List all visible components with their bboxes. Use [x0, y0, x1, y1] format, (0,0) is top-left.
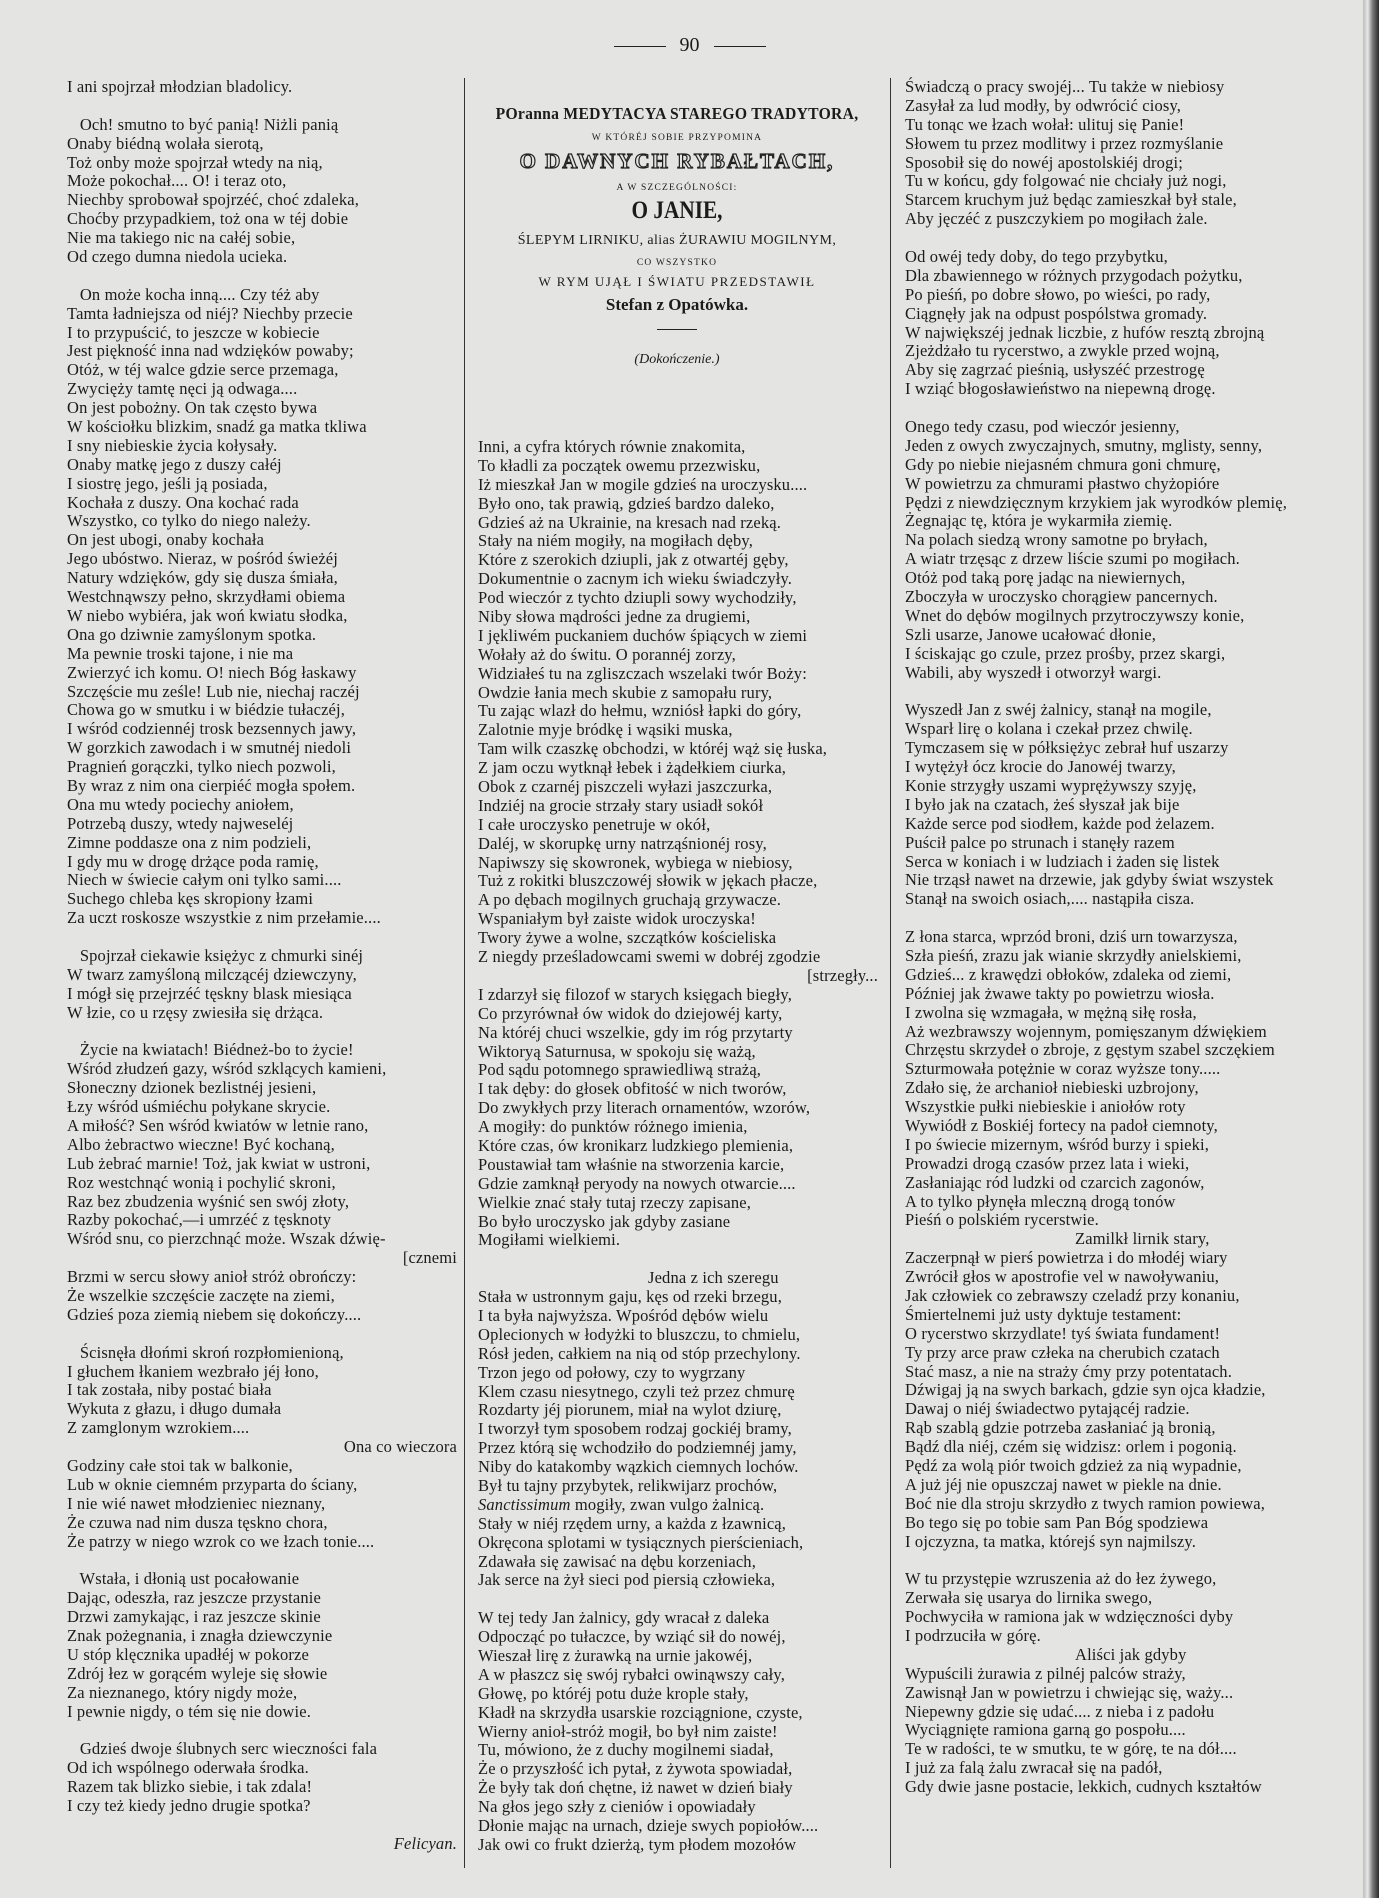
poem-line: Kochała z duszy. Ona kochać rada — [67, 492, 299, 512]
poem-line: Rąb szablą gdzie potrzeba zasłaniać ją bronią, — [905, 1418, 1216, 1438]
page-number — [0, 34, 1379, 57]
poem-line — [905, 909, 1355, 928]
poem-line: Owdzie łania mech skubie z samopału rury, — [478, 682, 773, 702]
poem-line: Z łona starca, wprzód broni, dziś urn towarzysza, — [905, 927, 1238, 947]
poem-line: Razem tak blizko siebie, i tak zdala! — [67, 1777, 313, 1797]
poem-line — [67, 928, 457, 947]
poem-line: I ani spojrzał młodzian bladolicy. — [67, 77, 293, 96]
poem-line: Puścił palce po strunach i stanęły razem — [905, 832, 1175, 852]
poem-line: Ona go dziwnie zamyślonym spotka. — [67, 624, 317, 644]
poem-line: W tu przystępie wzruszenia aż do łez żywego, — [905, 1569, 1217, 1589]
poem-line — [478, 1250, 878, 1269]
poem-line: By wraz z nim ona cierpiéć mogła społem. — [67, 775, 356, 795]
poem-line: Wyszedł Jan z swéj żalnicy, stanął na mogile, — [905, 700, 1212, 720]
poem-line: Jak serce na żył sieci pod piersią człowieka, — [478, 1570, 776, 1590]
poem-line — [905, 399, 1355, 418]
poem-line: Wśród snu, co pierzchnąć może. Wszak dźwię- — [67, 1229, 386, 1249]
poem-line: Suchego chleba kęs skropiony łzami — [67, 889, 314, 909]
poem-line: Roz westchnąć wonią i pochylić skroni, — [67, 1172, 336, 1192]
poem-line: I czy też kiedy jedno drugie spotka? — [67, 1796, 311, 1816]
poem-line: Pędź za wolą piór twoich gdzież za nią wypadnie, — [905, 1456, 1242, 1476]
poem-line — [905, 1551, 1355, 1570]
poem-line: Toż onby może spojrzał wtedy na nią, — [67, 152, 323, 172]
poem-line: Bo tego się po tobie sam Pan Bóg spodziewa — [905, 1512, 1209, 1532]
poem-line: W niebo wybiéra, jak woń kwiatu słodka, — [67, 605, 348, 625]
poem-line: Zerwała się usarya do lirnika swego, — [905, 1588, 1153, 1608]
poem-line: Na któréj chuci wszelkie, gdy im róg przytarty — [478, 1022, 793, 1042]
poem-line: Pochwyciła w ramiona jak w wdzięczności dyby — [905, 1607, 1234, 1627]
poem-line: Onaby biédną wolała sierotą, — [67, 133, 264, 153]
article-author: Stefan z Opatówka. — [605, 295, 749, 314]
poem-line: Jedna z ich szeregu — [648, 1268, 779, 1288]
poem-line: Tu, mówiono, że z duchy mogilnemi siadał, — [478, 1740, 774, 1760]
poem-line: Że patrzy w niego wzrok co we łzach tonie.... — [67, 1531, 375, 1551]
poem-line: Zdawała się zawisać na dębu korzeniach, — [478, 1551, 756, 1571]
poem-line: Wabili, aby wyszedł i otworzył wargi. — [905, 662, 1162, 682]
poem-line — [905, 229, 1355, 248]
poem-line: Słowem tu przez modlitwy i przez rozmyślanie — [905, 133, 1224, 153]
poem-line: Jest piękność inna nad wdzięków powaby; — [67, 341, 354, 361]
poem-line: Okręcona splotami w tysiącznych pierścieniach, — [478, 1532, 804, 1552]
poem-line: Szła pieśń, zrazu jak wianie skrzydły anielskiemi, — [905, 945, 1242, 965]
poem-line: Zamilkł lirnik stary, — [1075, 1229, 1210, 1249]
poem-line: Z zamglonym wzrokiem.... — [67, 1418, 250, 1438]
poem-line: Był tu tajny przybytek, relikwijarz prochów, — [478, 1475, 778, 1495]
article-subtitle: A W SZCZEGÓLNOŚCI: — [616, 183, 738, 193]
poem-line: Wnet do dębów mogilnych przytroczywszy konie, — [905, 605, 1245, 625]
poem-line: Boć nie dla stroju skrzydło z twych ramion powiewa, — [905, 1493, 1266, 1513]
poem-line: Zawisnął Jan w powietrzu i chwiejąc się, waży... — [905, 1682, 1234, 1702]
poem-line: W kościołku blizkim, snadź ga matka tkliwa — [67, 417, 367, 437]
poem-line: Jak człowiek co zebrawszy czeladź przy konaniu, — [905, 1286, 1240, 1305]
column-divider — [890, 78, 891, 1868]
poem-line: Dźwigaj ją na swych barkach, gdzie syn ojca kładzie, — [905, 1380, 1266, 1400]
poem-line: W tej tedy Jan żalnicy, gdy wracał z daleka — [478, 1608, 770, 1628]
poem-line: Spojrzał ciekawie księżyc z chmurki sinéj — [67, 945, 364, 965]
poem-line: W powietrzu za chmurami płastwo chyżopióre — [905, 473, 1220, 493]
poem-line: Niepewny gdzie się udać.... z nieba i z padołu — [905, 1701, 1215, 1721]
poem-line: Indziéj na grocie strzały stary usiadł sokół — [478, 795, 764, 815]
poem-line: I tak dęby: do głosek obfitość w nich tworów, — [478, 1079, 787, 1099]
article-subtitle: W KTÓRÉJ SOBIE PRZYPOMINA — [591, 133, 763, 143]
poem-line: I siostrę jego, jeśli ją posiada, — [67, 473, 268, 493]
poem-line: Brzmi w sercu słowy anioł stróż obrończy: — [67, 1267, 357, 1287]
poem-line: Wołały aż do świtu. O porannéj zorzy, — [478, 644, 736, 664]
poem-line: Od czego dumna niedola ucieka. — [67, 247, 288, 267]
poem-line: Dłonie mając na urnach, dzieje swych popiołów.... — [478, 1816, 819, 1836]
poem-line: Tu zając wlazł do hełmu, wzniósł łapki do góry, — [478, 701, 802, 721]
poem-line: I nie wié nawet młodzieniec nieznany, — [67, 1493, 326, 1513]
poem-line: Zboczyła w uroczysko chorągiew pancernych. — [905, 587, 1218, 607]
poem-line: Stały na niém mogiły, na mogiłach dęby, — [478, 531, 753, 551]
poem-line: I wytężył ócz krocie do Janowéj twarzy, — [905, 757, 1176, 777]
poem-line: A w płaszcz się swój rybałci owinąwszy cały, — [478, 1664, 786, 1684]
poem-line: Niechby sprobował spojrzéć, choć zdaleka, — [67, 190, 360, 210]
poem-line: Bo było uroczysko jak gdyby zasiane — [478, 1211, 731, 1231]
poem-line: Łzy wśród uśmiéchu połykane skrycie. — [67, 1097, 331, 1117]
poem-line: Odpocząć po tułaczce, by wziąć sił do nowéj, — [478, 1627, 786, 1647]
poem-line: On jest pobożny. On tak często bywa — [67, 398, 318, 418]
poem-line: Od owéj tedy doby, do tego przybytku, — [905, 247, 1168, 267]
poem-line: Raz bez zbudzenia wyśnić sen swój złoty, — [67, 1191, 350, 1211]
poem-line: A to tylko płynęła mleczną drogą tonów — [905, 1191, 1176, 1211]
poem-line: Pragnień gorączki, tylko niech pozwoli, — [67, 757, 336, 777]
poem-line: Śmiertelnemi już usty dyktuje testament: — [905, 1304, 1182, 1324]
poem-line: Bądź dla niéj, czém się widzisz: orlem i pogonią. — [905, 1437, 1237, 1457]
poem-line: Wielkie znać stały tutaj rzeczy zapisane, — [478, 1192, 752, 1212]
poem-line: Starcem kruchym już będąc zamieszkał był stale, — [905, 190, 1237, 210]
poem-line: I sny niebieskie życia kołysały. — [67, 435, 278, 455]
poem-line: Pod sądu potomnego sprawiedliwą strażą, — [478, 1060, 762, 1080]
poem-line: Że wszelkie szczęście zaczęte na ziemi, — [67, 1286, 335, 1305]
poem-line: Aby się zagrzać pieśnią, usłyszéć przestrogę — [905, 360, 1205, 380]
poem-line: Świadczą o pracy swojéj... Tu także w niebiosy — [905, 77, 1225, 96]
poem-line: Niech w świecie całym oni tylko sami.... — [67, 870, 342, 890]
poem-line: Razby pokochać,—i umrzéć z tęsknoty — [67, 1210, 332, 1230]
poem-line: Zalotnie myje bródkę i wąsiki muska, — [478, 720, 733, 740]
poem-line: Na polach siedzą wrony samotne po bryłach, — [905, 530, 1208, 550]
poem-line: Że były tak doń chętne, iż nawet w dzień biały — [478, 1778, 793, 1798]
poem-line: Ciągnęły jak na odpust pospólstwa gromady. — [905, 303, 1208, 323]
poem-line: Stanął na swoich osiach,.... nastąpiła cisza. — [905, 889, 1195, 909]
poem-line: Jeden z owych zwyczajnych, smutny, mglisty, senny, — [905, 435, 1263, 455]
poem-line: Że czuwa nad nim dusza tęskno chora, — [67, 1512, 328, 1532]
poem-line: I było jak na czatach, żeś słyszał jak bije — [905, 794, 1180, 814]
poem-line: Chrzęstu skrzydeł o zbroje, z gęstym szabel szczękiem — [905, 1040, 1275, 1060]
poem-line: A już jéj nie opuszczaj nawet w piekle na dnie. — [905, 1474, 1222, 1494]
poem-line: Dokumentnie o zacnym ich wieku świadczyły. — [478, 569, 793, 589]
article-subtitle: ŚLEPYM LIRNIKU, alias ŻURAWIU MOGILNYM, — [517, 233, 837, 248]
adjacent-page-edge — [1363, 0, 1379, 1898]
poem-line: Było ono, tak prawią, gdzieś bardzo daleko, — [478, 493, 775, 513]
poem-line — [67, 1721, 457, 1740]
poem-line: Znak pożegnania, i znagła dziewczynie — [67, 1626, 333, 1646]
poem-line: Każde serce pod siodłem, każde pod żelazem. — [905, 813, 1215, 833]
poem-line: Stać masz, a nie na straży ćmy przy potentatach. — [905, 1361, 1232, 1381]
poem-line: Tam wilk czaszkę obchodzi, w któréj wąż się łuska, — [478, 739, 828, 759]
poem-line: I pewnie nigdy, o tém się nie dowie. — [67, 1701, 311, 1721]
poem-line: Stały w niéj rzędem urny, a każda z łzawnicą, — [478, 1513, 787, 1533]
poem-line: Głowę, po któréj potu duże krople stały, — [478, 1683, 749, 1703]
poem-line — [67, 1325, 457, 1344]
poem-line: Gdzieś poza ziemią niebem się dokończy.... — [67, 1304, 362, 1324]
poem-line — [67, 97, 457, 116]
rule — [714, 46, 766, 47]
poem-line: Wyciągnięte ramiona garną go pospołu.... — [905, 1720, 1186, 1740]
article-subtitle: CO WSZYSTKO — [636, 258, 718, 268]
poem-line: Widziałeś tu na zgliszczach wszelaki twór Boży: — [478, 663, 807, 683]
poem-line: Wśród złudzeń gazy, wśród szklących kamieni, — [67, 1059, 387, 1079]
poem-line: Lub żebrać marnie! Toż, jak kwiat w ustroni, — [67, 1153, 371, 1173]
poem-line: Tu w końcu, gdy folgować nie chciały już nogi, — [905, 171, 1227, 191]
poem-line: Aliści jak gdyby — [1075, 1644, 1187, 1664]
poem-line: I zdarzył się filozof w starych księgach biegły, — [478, 984, 793, 1004]
poem-line: Tymczasem się w półksiężyc zebrał huf uszarzy — [905, 738, 1229, 758]
continuation-note: (Dokończenie.) — [634, 352, 720, 367]
poem-line: Klem czasu niesytnego, czyli też przez chmurę — [478, 1381, 795, 1401]
poem-line: Tuż z rokitki bluszczowéj słowik w jękach płacze, — [478, 871, 818, 891]
poem-line: Zjeżdżało tu rycerstwo, a zwykle przed wojną, — [905, 341, 1220, 361]
poem-line: Gdzieś dwoje ślubnych serc wieczności fala — [67, 1739, 378, 1759]
poem-line: W największéj jednak liczbie, z hufów resztą zbrojną — [905, 322, 1265, 342]
poem-line: Szczęście mu ześle! Lub nie, niechaj raczéj — [67, 681, 360, 701]
poem-line: Pędzi z niewdzięcznym krzykiem jak wyrodków plemię, — [905, 492, 1287, 512]
poem-line: Aby jęczéć z puszczykiem po mogiłach żale. — [905, 209, 1208, 229]
poem-line: Że o przyszłość ich pytał, z żywota spowiadał, — [478, 1759, 793, 1779]
poem-line: A wiatr trzęsąc z drzew liście szumi po mogiłach. — [905, 549, 1240, 569]
poem-line: Wszystkie pułki niebieskie i aniołów roty — [905, 1097, 1186, 1117]
poem-line: Dawaj o niéj świadectwo pytającéj radzie. — [905, 1399, 1190, 1419]
poem-line: Pod wieczór z tychto dziupli sowy wychodziły, — [478, 588, 797, 608]
poem-line: On jest ubogi, onaby kochała — [67, 530, 265, 550]
poem-line: I po świecie mizernym, wśród burzy i spieki, — [905, 1134, 1209, 1154]
poem-line — [905, 683, 1355, 702]
poem-line: Twory żywe a wolne, szczątków kościeliska — [478, 928, 777, 948]
poem-line: Serca w koniach i w ludziach i żaden się listek — [905, 851, 1220, 871]
poem-line: Szli usarze, Janowe ucałować dłonie, — [905, 624, 1156, 644]
poem-line: Zimne poddasze ona z nim podzieli, — [67, 832, 312, 852]
poem-line: On może kocha inną.... Czy téż aby — [67, 284, 320, 304]
poem-line: Wieszał lirę z żurawką na urnie jakowéj, — [478, 1646, 753, 1665]
page-number-text: 90 — [679, 34, 700, 56]
poem-line: Wywiódł z Boskiéj fortecy na padoł ciemnoty, — [905, 1115, 1218, 1135]
poem-line: Wszystko, co tylko do niego należy. — [67, 511, 311, 531]
poem-line: Z niegdy prześladowcami swemi w dobréj zgodzie — [478, 947, 821, 967]
poem-line: Zaczerpnął w pierś powietrza i do młodéj wiary — [905, 1248, 1228, 1268]
poem-line: Obok z czarnéj piszczeli wyłazi jaszczurka, — [478, 777, 773, 797]
poem-line: I ta była najwyższa. Wpośród dębów wielu — [478, 1305, 769, 1325]
article-subject: O JANIE, — [631, 197, 723, 224]
poem-line: Niby słowa mądrości jedne za drugiemi, — [478, 607, 751, 627]
poem-line: I głuchem łkaniem wezbrało jéj łono, — [67, 1361, 319, 1381]
poem-line: Sanctissimum mogiły, zwan vulgo żalnicą. — [478, 1494, 765, 1514]
poem-line: I jękliwém puckaniem duchów śpiących w ziemi — [478, 625, 808, 645]
poem-line: Ona co wieczora — [343, 1437, 457, 1457]
poem-line — [67, 1023, 457, 1042]
middle-column-poem — [478, 438, 878, 1855]
poem-line: Wykuta z głazu, i długo dumała — [67, 1399, 282, 1419]
poem-line: Aż wezbrawszy wojennym, pomięszanym dźwiękiem — [905, 1021, 1267, 1041]
poem-line: I podrzuciła w górę. — [905, 1626, 1041, 1646]
rule — [614, 46, 666, 47]
poem-line: Ty przy arce praw człeka na cherubich czatach — [905, 1342, 1220, 1362]
poem-line: Daléj, w skorupkę urny natrząśnionéj rosy, — [478, 833, 767, 853]
poem-line: Jak owi co frukt dzierżą, tym płodem mozołów — [478, 1834, 797, 1854]
poem-line: Nie ma takiego nic na całéj sobie, — [67, 228, 296, 248]
poem-line: W łzie, co u rzęsy zwiesiła się drżąca. — [67, 1002, 324, 1022]
poem-line: Gdy po niebie niejasném chmura goni chmurę, — [905, 454, 1221, 474]
poem-line: I wśród codziennéj trosk bezsennych jawy, — [67, 719, 357, 739]
poem-line — [67, 1816, 457, 1835]
poem-line: Onaby matkę jego z duszy całéj — [67, 454, 282, 474]
poem-line: I już za falą żalu zwracał się na padół, — [905, 1758, 1163, 1778]
article-subtitle: W RYM UJĄŁ I ŚWIATU PRZEDSTAWIŁ — [538, 274, 816, 289]
poem-line: A mogiły: do punktów różnego imienia, — [478, 1117, 748, 1137]
poem-line: Zdrój łez w gorącém wyleje się słowie — [67, 1663, 328, 1683]
poem-line: Wsparł lirę o kolana i czekał przez chwilę. — [905, 719, 1193, 739]
poem-line: Te w radości, te w smutku, te w górę, te na dół.... — [905, 1739, 1237, 1759]
poem-line: Felicyan. — [393, 1833, 457, 1853]
poem-line: Zwrócił głos w apostrofie vel w nawoływaniu, — [905, 1267, 1220, 1287]
poem-line: Choćby przypadkiem, toż ona w téj dobie — [67, 209, 349, 229]
poem-line: Życie na kwiatach! Biédneż-bo to życie! — [67, 1040, 354, 1060]
poem-line: Oplecionych w łodyżki to bluszczu, to chmielu, — [478, 1324, 801, 1344]
poem-line: A miłość? Sen wśród kwiatów w letnie rano, — [67, 1115, 369, 1135]
poem-line: Wiktoryą Saturnusa, w spokoju się ważą, — [478, 1041, 756, 1061]
poem-line: W gorzkich zawodach i w smutnéj niedoli — [67, 738, 352, 758]
poem-line: Szturmowała potężnie w coraz wyższe tony..... — [905, 1059, 1221, 1079]
poem-line: Otóż, w téj walce gdzie serce przemaga, — [67, 360, 339, 380]
poem-line: To kładli za początek owemu przezwisku, — [478, 455, 761, 475]
poem-line: Może pokochał.... O! i teraz oto, — [67, 171, 287, 191]
poem-line: Albo żebractwo wieczne! Być kochaną, — [67, 1134, 335, 1154]
poem-line: Które z szerokich dziupli, jak z otwartéj gęby, — [478, 550, 789, 570]
poem-line: Natury wdzięków, gdy się dusza śmiała, — [67, 568, 338, 588]
poem-line: Sposobił się do nowéj apostolskiéj drogi; — [905, 152, 1183, 172]
poem-line: Gdzie zamknął peryody na nowych otwarcie.... — [478, 1173, 796, 1193]
poem-line: Mogiłami wielkiemi. — [478, 1230, 621, 1250]
poem-line — [478, 1590, 878, 1609]
poem-line: Które czas, ów kronikarz ludzkiego plemienia, — [478, 1135, 794, 1155]
poem-line: Wspaniałym był zaiste widok uroczyska! — [478, 909, 756, 929]
poem-line: Zdało się, że archanioł niebieski uzbrojony, — [905, 1078, 1199, 1098]
poem-line — [67, 1551, 457, 1570]
poem-line: Gdzieś aż na Ukrainie, na kresach nad rzeką. — [478, 512, 781, 532]
poem-line: Napiwszy się skowronek, wybiega w niebiosy, — [478, 852, 793, 872]
poem-line: Przez którą się wchodziło do podziemnéj jamy, — [478, 1438, 797, 1458]
poem-line: Wierny anioł-stróż mogił, bo był nim zaiste! — [478, 1721, 778, 1741]
poem-line: Drzwi zamykając, i raz jeszcze skinie — [67, 1607, 321, 1627]
poem-line: Potrzebą duszy, wtedy najweseléj — [67, 813, 294, 833]
article-title: POranna MEDYTACYA STAREGO TRADYTORA, — [495, 104, 859, 123]
poem-line: I ojczyzna, ta matka, którejś syn najmilszy. — [905, 1531, 1196, 1551]
poem-line: Zwierzyć ich komu. O! niech Bóg łaskawy — [67, 662, 357, 682]
poem-line: I całe uroczysko penetruje w okół, — [478, 814, 711, 834]
poem-line: Iż mieszkał Jan w mogile gdzieś na uroczysku.... — [478, 474, 808, 494]
poem-line: O rycerstwo skrzydlate! tyś świata fundament! — [905, 1323, 1221, 1343]
poem-line: W twarz zamyśloną milczącéj dziewczyny, — [67, 964, 357, 984]
poem-line: Za nieznanego, który nigdy może, — [67, 1682, 298, 1702]
poem-line: Zasłaniając ród ludzki od czarcich zagonów, — [905, 1172, 1205, 1192]
poem-line: Żegnając tę, która je wykarmiła ziemię. — [905, 511, 1173, 531]
poem-line: Do zwykłych przy literach ornamentów, wzorów, — [478, 1098, 811, 1118]
poem-line: Prowadzi drogą czasów przez lata i wieki, — [905, 1153, 1190, 1173]
poem-line: Poustawiał tam właśnie na stworzenia karcie, — [478, 1154, 785, 1174]
poem-line: Gdy dwie jasne postacie, lekkich, cudnych kształtów — [905, 1777, 1262, 1797]
poem-line: [cznemi — [402, 1248, 457, 1268]
poem-line: Zwycięży tamtę nęci ją odwaga.... — [67, 379, 298, 399]
poem-line: Tamta ładniejsza od niéj? Niechby przecie — [67, 303, 353, 323]
poem-line: Rósł jeden, całkiem na nią od stóp przechylony. — [478, 1343, 801, 1363]
poem-line: Konie strzygły uszami wyprężywszy szyję, — [905, 775, 1197, 795]
poem-line: Na głos jego szły z cieniów i opowiadały — [478, 1797, 756, 1817]
poem-line: Onego tedy czasu, pod wieczór jesienny, — [905, 417, 1180, 437]
poem-line: I gdy mu w drogę drżące poda ramię, — [67, 851, 319, 871]
right-column-poem — [905, 78, 1355, 1797]
poem-line: I to przypuścić, to jeszcze w kobiecie — [67, 322, 320, 342]
poem-line: Inni, a cyfra których równie znakomita, — [478, 437, 746, 456]
poem-line: Rozdarty jéj piorunem, miał na wylot dziurę, — [478, 1400, 782, 1420]
poem-line: Wstała, i dłonią ust pocałowanie — [67, 1569, 300, 1589]
left-column-poem — [67, 78, 457, 1854]
poem-line: U stóp klęcznika upadłéj w pokorze — [67, 1644, 309, 1664]
poem-line: I zwolna się wzmagała, w mężną siłę rosła, — [905, 1002, 1197, 1022]
poem-line: Nie trząsł nawet na drzewie, jak gdyby świat wszystek — [905, 870, 1274, 890]
poem-line: Słoneczny dzionek bezlistnéj jesieni, — [67, 1078, 317, 1098]
poem-line: Jego ubóstwo. Nieraz, w pośród świeżéj — [67, 549, 339, 569]
poem-line: Niby do katakomby wązkich ciemnych lochów. — [478, 1457, 799, 1477]
poem-line: I ściskając go czule, przez prośby, przez skargi, — [905, 643, 1226, 663]
poem-line: Z jam oczu wytknął łebek i żądełkiem ciurka, — [478, 758, 787, 778]
poem-line: Zasyłał za lud modły, by odwrócić ciosy, — [905, 95, 1182, 115]
poem-line: Otóż pod taką porę jadąc na niewiernych, — [905, 568, 1186, 588]
poem-line: Ona mu wtedy pociechy aniołem, — [67, 794, 294, 814]
column-divider — [464, 78, 465, 1868]
poem-line: Za uczt roskosze wszystkie z nim przełamie.... — [67, 908, 381, 928]
poem-line: Po pieśń, po dobre słowo, po wieści, po rady, — [905, 284, 1211, 304]
poem-line: I mógł się przejrzéć tęskny blask miesiąca — [67, 983, 352, 1003]
poem-line: Och! smutno to być panią! Niżli panią — [67, 114, 339, 134]
poem-line: I wziąć błogosławieństwo na niepewną drogę. — [905, 379, 1216, 399]
poem-line — [67, 267, 457, 286]
poem-line: Gdzieś... z krawędzi obłoków, zdaleka od ziemi, — [905, 964, 1232, 984]
article-subtitle-ornamental: O DAWNYCH RYBAŁTACH, — [519, 149, 835, 173]
poem-line: Co przyrównał ów widok do dziejowéj karty, — [478, 1003, 783, 1023]
poem-line: Ścisnęła dłońmi skroń rozpłomienioną, — [67, 1342, 344, 1362]
poem-line: Ma pewnie troski tajone, i nie ma — [67, 643, 294, 663]
poem-line: Dając, odeszła, raz jeszcze przystanie — [67, 1588, 321, 1608]
poem-line: Chowa go w smutku i w biédzie tułaczéj, — [67, 700, 346, 720]
poem-line: I tak została, niby postać biała — [67, 1380, 272, 1400]
poem-line: Później jak żwawe takty po powietrzu wiosła. — [905, 983, 1215, 1003]
poem-line: I tworzył tym sposobem rodzaj gockiéj bramy, — [478, 1419, 792, 1439]
poem-line: Trzon jego od połowy, czy to wygrzany — [478, 1362, 746, 1382]
poem-line: Lub w oknie ciemném przyparta do ściany, — [67, 1474, 358, 1494]
poem-line: Godziny całe stoi tak w balkonie, — [67, 1456, 293, 1476]
poem-line: Kładł na skrzydła usarskie rozciągnione, czyste, — [478, 1702, 803, 1722]
article-header — [472, 104, 882, 368]
poem-line: Westchnąwszy pełno, skrzydłami obiema — [67, 587, 346, 607]
poem-line: A po dębach mogilnych gruchają grzywacze. — [478, 890, 782, 910]
poem-line: Tu tonąc we łzach wołał: ulituj się Panie! — [905, 114, 1185, 134]
poem-line: Od ich wspólnego oderwała środka. — [67, 1758, 309, 1778]
poem-line: Wypuścili żurawia z pilnéj palców straży, — [905, 1663, 1186, 1683]
poem-line: Stała w ustronnym gaju, kęs od rzeki brzegu, — [478, 1287, 782, 1307]
poem-line: Pieśń o polskiém rycerstwie. — [905, 1210, 1099, 1230]
poem-line: [strzegły... — [807, 965, 878, 985]
rule — [657, 329, 697, 330]
poem-line: Dla zbawiennego w różnych przygodach pożytku, — [905, 265, 1243, 285]
